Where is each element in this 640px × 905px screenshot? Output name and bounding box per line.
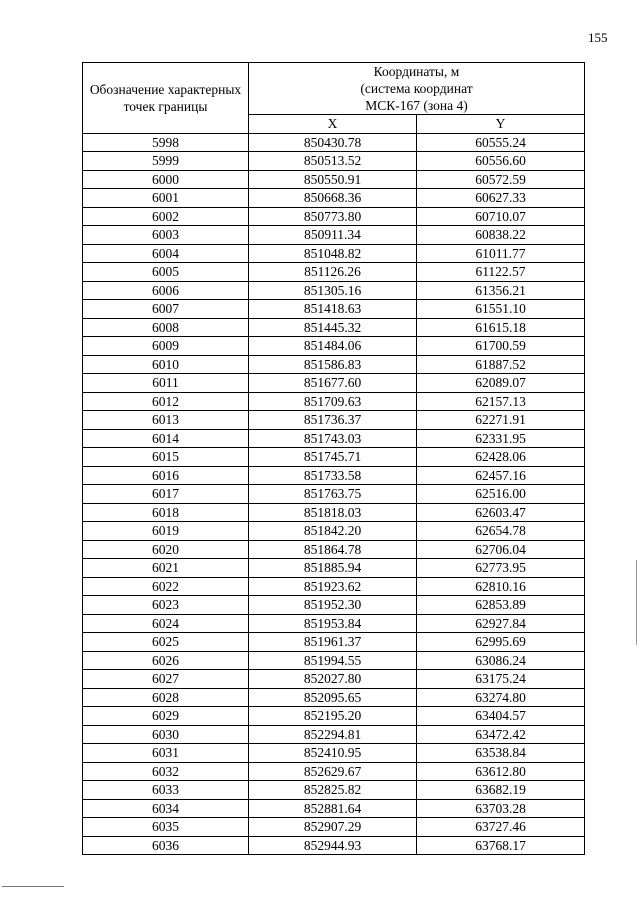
y-coordinate-cell: 63086.24 [417, 651, 585, 670]
point-id-cell: 6015 [83, 448, 249, 467]
table-row [83, 744, 585, 763]
point-id-cell: 6029 [83, 707, 249, 726]
table-row [83, 374, 585, 393]
table-body [83, 133, 585, 855]
coordinates-table [82, 62, 585, 855]
y-coordinate-cell: 60572.59 [417, 170, 585, 189]
y-coordinate-cell: 62773.95 [417, 559, 585, 578]
table-row [83, 300, 585, 319]
y-coordinate-cell: 62706.04 [417, 540, 585, 559]
y-coordinate-cell: 62331.95 [417, 429, 585, 448]
y-coordinate-cell: 63538.84 [417, 744, 585, 763]
y-coordinate-cell: 63274.80 [417, 688, 585, 707]
table-row [83, 152, 585, 171]
table-row [83, 189, 585, 208]
x-coordinate-cell: 851126.26 [249, 263, 417, 282]
y-coordinate-cell: 62089.07 [417, 374, 585, 393]
x-coordinate-cell: 852195.20 [249, 707, 417, 726]
point-id-cell: 6035 [83, 818, 249, 837]
point-id-cell: 6021 [83, 559, 249, 578]
y-coordinate-cell: 60838.22 [417, 226, 585, 245]
x-coordinate-cell: 852907.29 [249, 818, 417, 837]
x-coordinate-cell: 851445.32 [249, 318, 417, 337]
x-coordinate-cell: 850911.34 [249, 226, 417, 245]
point-id-cell: 6006 [83, 281, 249, 300]
point-id-cell: 6001 [83, 189, 249, 208]
table-row [83, 688, 585, 707]
y-coordinate-cell: 63175.24 [417, 670, 585, 689]
y-coordinate-cell: 60627.33 [417, 189, 585, 208]
point-id-cell: 6013 [83, 411, 249, 430]
point-id-cell: 6002 [83, 207, 249, 226]
x-coordinate-cell: 852027.80 [249, 670, 417, 689]
x-coordinate-cell: 851994.55 [249, 651, 417, 670]
y-coordinate-cell: 62516.00 [417, 485, 585, 504]
y-coordinate-cell: 63768.17 [417, 836, 585, 855]
x-coordinate-cell: 851305.16 [249, 281, 417, 300]
table-row [83, 466, 585, 485]
table-row [83, 614, 585, 633]
table-row [83, 448, 585, 467]
x-coordinate-cell: 852410.95 [249, 744, 417, 763]
point-id-cell: 6005 [83, 263, 249, 282]
point-id-cell: 6014 [83, 429, 249, 448]
point-id-cell: 6026 [83, 651, 249, 670]
y-coordinate-cell: 62654.78 [417, 522, 585, 541]
table-row [83, 762, 585, 781]
table-row [83, 633, 585, 652]
y-coordinate-cell: 60556.60 [417, 152, 585, 171]
x-coordinate-cell: 851677.60 [249, 374, 417, 393]
y-coordinate-cell: 62157.13 [417, 392, 585, 411]
point-id-cell: 6028 [83, 688, 249, 707]
scan-edge-mark [636, 560, 637, 645]
point-id-cell: 5999 [83, 152, 249, 171]
x-coordinate-cell: 851953.84 [249, 614, 417, 633]
point-id-cell: 6030 [83, 725, 249, 744]
x-coordinate-cell: 851961.37 [249, 633, 417, 652]
table-row [83, 226, 585, 245]
x-coordinate-cell: 851864.78 [249, 540, 417, 559]
x-coordinate-cell: 850668.36 [249, 189, 417, 208]
x-coordinate-cell: 851923.62 [249, 577, 417, 596]
point-id-cell: 6012 [83, 392, 249, 411]
x-coordinate-cell: 852944.93 [249, 836, 417, 855]
y-coordinate-cell: 62927.84 [417, 614, 585, 633]
point-id-cell: 6000 [83, 170, 249, 189]
header-coordinates-line1: Координаты, м [373, 64, 460, 79]
point-id-cell: 6011 [83, 374, 249, 393]
point-id-cell: 6020 [83, 540, 249, 559]
header-coordinates-line2: (система координат [360, 81, 473, 96]
table-row [83, 818, 585, 837]
header-coordinates-line3: МСК-167 (зона 4) [365, 98, 468, 113]
table-row [83, 522, 585, 541]
x-coordinate-cell: 851745.71 [249, 448, 417, 467]
table-row [83, 263, 585, 282]
table-row [83, 281, 585, 300]
x-coordinate-cell: 852825.82 [249, 781, 417, 800]
table-row [83, 318, 585, 337]
point-id-cell: 6024 [83, 614, 249, 633]
point-id-cell: 6019 [83, 522, 249, 541]
y-coordinate-cell: 63703.28 [417, 799, 585, 818]
y-coordinate-cell: 60710.07 [417, 207, 585, 226]
point-id-cell: 6033 [83, 781, 249, 800]
point-id-cell: 6018 [83, 503, 249, 522]
x-coordinate-cell: 850513.52 [249, 152, 417, 171]
x-coordinate-cell: 851818.03 [249, 503, 417, 522]
x-coordinate-cell: 851842.20 [249, 522, 417, 541]
y-coordinate-cell: 61700.59 [417, 337, 585, 356]
x-coordinate-cell: 852095.65 [249, 688, 417, 707]
table-row [83, 503, 585, 522]
table-row [83, 799, 585, 818]
y-coordinate-cell: 60555.24 [417, 133, 585, 152]
header-row [83, 63, 585, 115]
point-id-cell: 6031 [83, 744, 249, 763]
x-coordinate-cell: 851763.75 [249, 485, 417, 504]
header-y: Y [417, 115, 585, 134]
x-coordinate-cell: 850773.80 [249, 207, 417, 226]
table-row [83, 540, 585, 559]
y-coordinate-cell: 62603.47 [417, 503, 585, 522]
footnote-line [2, 886, 64, 887]
y-coordinate-cell: 63472.42 [417, 725, 585, 744]
point-id-cell: 6004 [83, 244, 249, 263]
point-id-cell: 6017 [83, 485, 249, 504]
header-coordinates [249, 63, 585, 115]
table-row [83, 355, 585, 374]
x-coordinate-cell: 851743.03 [249, 429, 417, 448]
y-coordinate-cell: 62428.06 [417, 448, 585, 467]
x-coordinate-cell: 851484.06 [249, 337, 417, 356]
table-header [83, 63, 585, 134]
table-row [83, 337, 585, 356]
y-coordinate-cell: 62810.16 [417, 577, 585, 596]
point-id-cell: 6010 [83, 355, 249, 374]
table-row [83, 725, 585, 744]
x-coordinate-cell: 851709.63 [249, 392, 417, 411]
y-coordinate-cell: 61615.18 [417, 318, 585, 337]
y-coordinate-cell: 63682.19 [417, 781, 585, 800]
x-coordinate-cell: 851733.58 [249, 466, 417, 485]
y-coordinate-cell: 62995.69 [417, 633, 585, 652]
table-row [83, 781, 585, 800]
table-row [83, 836, 585, 855]
table-row [83, 577, 585, 596]
table-row [83, 429, 585, 448]
point-id-cell: 6025 [83, 633, 249, 652]
point-id-cell: 5998 [83, 133, 249, 152]
table-row [83, 207, 585, 226]
y-coordinate-cell: 63612.80 [417, 762, 585, 781]
point-id-cell: 6023 [83, 596, 249, 615]
y-coordinate-cell: 61551.10 [417, 300, 585, 319]
header-point-designation: Обозначение характерных точек границы [83, 63, 249, 134]
y-coordinate-cell: 63727.46 [417, 818, 585, 837]
table-row [83, 133, 585, 152]
x-coordinate-cell: 852294.81 [249, 725, 417, 744]
y-coordinate-cell: 62853.89 [417, 596, 585, 615]
table-row [83, 559, 585, 578]
table-row [83, 170, 585, 189]
x-coordinate-cell: 850430.78 [249, 133, 417, 152]
x-coordinate-cell: 851885.94 [249, 559, 417, 578]
point-id-cell: 6032 [83, 762, 249, 781]
y-coordinate-cell: 61356.21 [417, 281, 585, 300]
point-id-cell: 6022 [83, 577, 249, 596]
x-coordinate-cell: 852629.67 [249, 762, 417, 781]
y-coordinate-cell: 62457.16 [417, 466, 585, 485]
table-row [83, 707, 585, 726]
point-id-cell: 6027 [83, 670, 249, 689]
x-coordinate-cell: 851048.82 [249, 244, 417, 263]
y-coordinate-cell: 61887.52 [417, 355, 585, 374]
page-number: 155 [588, 30, 608, 45]
table-row [83, 392, 585, 411]
table-row [83, 651, 585, 670]
point-id-cell: 6003 [83, 226, 249, 245]
x-coordinate-cell: 851418.63 [249, 300, 417, 319]
x-coordinate-cell: 850550.91 [249, 170, 417, 189]
point-id-cell: 6016 [83, 466, 249, 485]
table-row [83, 670, 585, 689]
x-coordinate-cell: 851586.83 [249, 355, 417, 374]
table-row [83, 411, 585, 430]
header-x: X [249, 115, 417, 134]
y-coordinate-cell: 61011.77 [417, 244, 585, 263]
table-row [83, 244, 585, 263]
table-row [83, 485, 585, 504]
point-id-cell: 6009 [83, 337, 249, 356]
y-coordinate-cell: 62271.91 [417, 411, 585, 430]
point-id-cell: 6008 [83, 318, 249, 337]
y-coordinate-cell: 61122.57 [417, 263, 585, 282]
x-coordinate-cell: 851952.30 [249, 596, 417, 615]
x-coordinate-cell: 851736.37 [249, 411, 417, 430]
point-id-cell: 6034 [83, 799, 249, 818]
x-coordinate-cell: 852881.64 [249, 799, 417, 818]
table-row [83, 596, 585, 615]
point-id-cell: 6007 [83, 300, 249, 319]
y-coordinate-cell: 63404.57 [417, 707, 585, 726]
point-id-cell: 6036 [83, 836, 249, 855]
